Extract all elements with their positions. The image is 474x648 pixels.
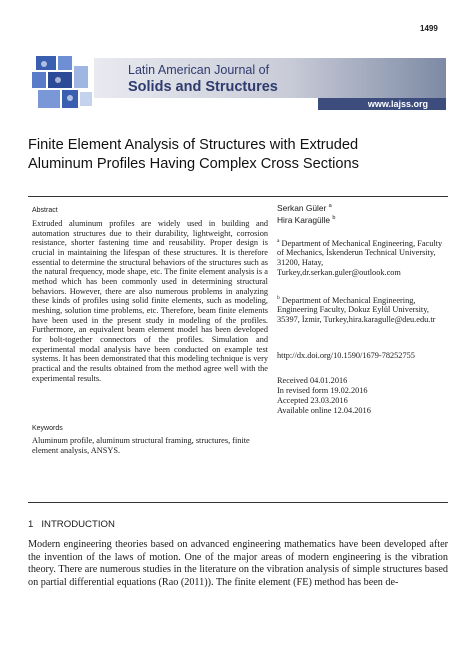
author-1 xyxy=(277,203,449,213)
journal-logo-icon xyxy=(28,52,98,112)
title-line2: Aluminum Profiles Having Complex Cross Sections xyxy=(28,156,359,172)
abstract-text: Extruded aluminum profiles are widely used in building and automation structures due to their durability, lightweight, corrosion resistance, shorter fastening time and reusability. Proper design is crucial in maintaining the lifespan of these structures. It is therefore essential to determine the structural behaviors of the structures such as the natural frequency, mode shape, etc. The finite element analysis is a method which has been commonly used in determining structural behaviors. However, there are also numerous problems in analyzing these kinds of profiles using solid finite elements, such as modeling, meshing, solution time problems, etc. Therefore, beam finite elements have been used in the present study in modeling of the profiles. Furthermore, an equivalent beam element model has been developed for bolt-together connectors of the profiles. Simulation and experimental modal analysis have been conducted on example test systems. It has been demonstrated that this modeling technique is very practical and the results obtained from the method agree well with the experimental results. xyxy=(32,219,268,383)
affiliation-mark: b xyxy=(277,295,280,301)
author-mark: a xyxy=(328,203,332,210)
abstract-rule xyxy=(28,502,448,503)
title-rule xyxy=(28,196,448,197)
date-accepted: Accepted 23.03.2016 xyxy=(277,396,348,405)
intro-heading xyxy=(28,519,115,530)
journal-banner xyxy=(28,52,446,112)
date-revised: In revised form 19.02.2016 xyxy=(277,386,368,395)
keywords-text: Aluminum profile, aluminum structural framing, structures, finite element analysis, ANSYS. xyxy=(32,436,250,455)
journal-url-bar xyxy=(318,98,446,110)
abstract-heading: Abstract xyxy=(32,207,58,214)
affiliation-b xyxy=(277,294,449,325)
doi-link[interactable]: http://dx.doi.org/10.1590/1679-78252755 xyxy=(277,351,415,360)
author-mark: b xyxy=(332,215,336,222)
author-name: Hira Karagülle xyxy=(277,215,331,225)
affiliation-text: Department of Mechanical Engineering, Engineering Faculty, Dokuz Eylül University, 35397, İzmir, Turkey,hira.karagulle@deu.edu.tr xyxy=(277,295,436,325)
intro-number: 1 xyxy=(28,519,34,530)
intro-text: Modern engineering theories based on advanced engineering mathematics have been developed after the invention of the laws of motion. One of the major areas of modern engineering is the vibration theory. There are numerous studies in the literature on the vibration analysis of simple structures based on partial differential equations (Rao (2011)). The finite element (FE) method has been de- xyxy=(28,539,448,588)
affiliation-text: Department of Mechanical Engineering, Faculty of Mechanics, İskenderun Technical University, 31200, Hatay, Turkey,dr.serkan.guler@outlook.com xyxy=(277,238,443,277)
affiliation-a xyxy=(277,237,449,277)
title-line1: Finite Element Analysis of Structures with Extruded xyxy=(28,137,359,153)
keywords-heading: Keywords xyxy=(32,425,63,432)
author-2 xyxy=(277,215,449,225)
date-received: Received 04.01.2016 xyxy=(277,376,348,385)
page-number: 1499 xyxy=(420,24,438,33)
journal-name-line1: Latin American Journal of xyxy=(128,63,270,77)
intro-title: INTRODUCTION xyxy=(41,519,115,530)
date-online: Available online 12.04.2016 xyxy=(277,406,371,415)
affiliation-mark: a xyxy=(277,238,280,244)
journal-url[interactable]: www.lajss.org xyxy=(367,99,428,109)
article-title xyxy=(28,136,448,174)
journal-name-line2: Solids and Structures xyxy=(128,79,278,95)
author-name: Serkan Güler xyxy=(277,203,327,213)
